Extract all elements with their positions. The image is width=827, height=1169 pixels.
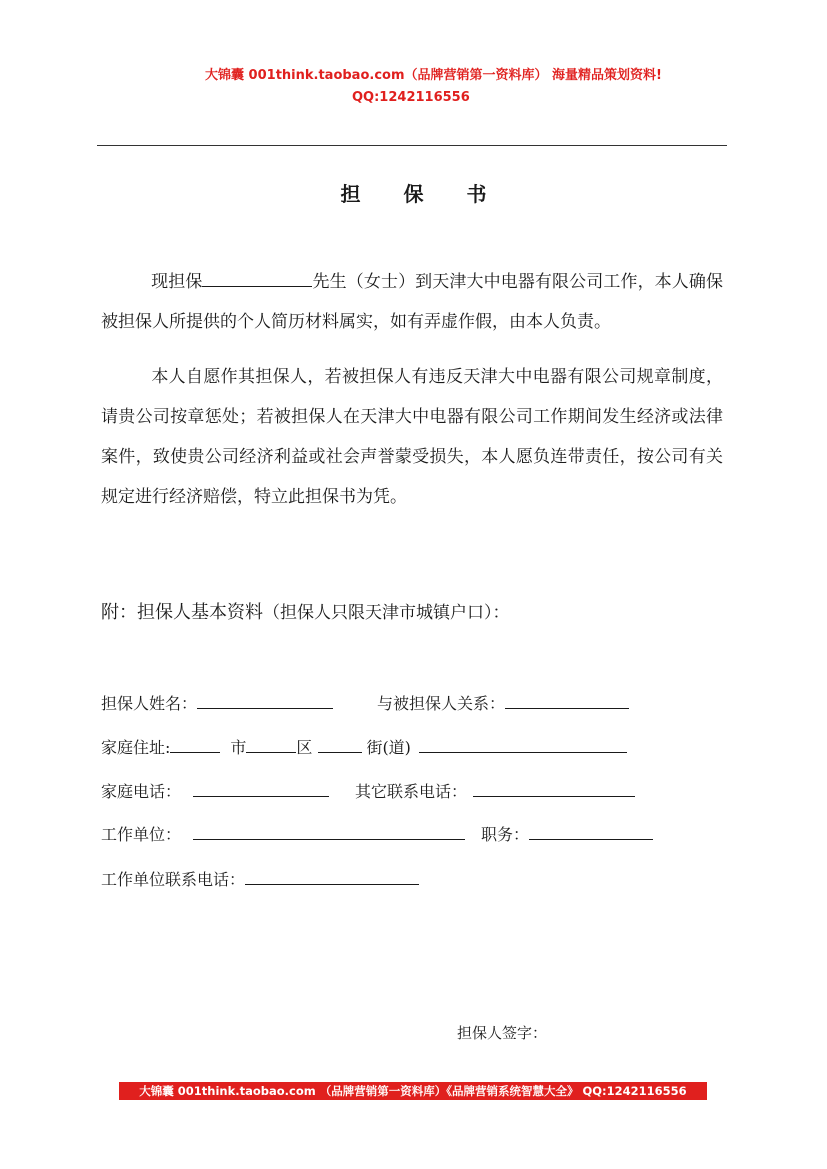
guarantor-name-label: 担保人姓名：: [101, 694, 198, 713]
position-field[interactable]: [529, 821, 653, 840]
guarantor-name-field[interactable]: [197, 690, 333, 709]
header-divider: [97, 145, 727, 146]
form-row-address: [101, 734, 627, 758]
guaranteed-person-blank[interactable]: [202, 270, 312, 287]
position-label: 职务：: [481, 825, 530, 844]
relation-field[interactable]: [505, 690, 629, 709]
address-street-field[interactable]: [318, 734, 362, 753]
home-phone-label: 家庭电话：: [101, 782, 182, 801]
street-label: 街(道): [366, 738, 411, 757]
form-row-phone: [101, 778, 635, 802]
work-phone-label: 工作单位联系电话：: [101, 870, 246, 889]
form-row-work-phone: [101, 866, 419, 890]
paragraph-guarantee: [101, 262, 723, 342]
other-phone-field[interactable]: [473, 778, 635, 797]
address-detail-field[interactable]: [419, 734, 627, 753]
work-phone-field[interactable]: [245, 866, 419, 885]
appendix-label: 附：担保人基本资料: [101, 602, 263, 623]
footer-promo-bar: 大锦囊 001think.taobao.com （品牌营销第一资料库）《品牌营销系统智慧大全》 QQ:1242116556: [119, 1082, 707, 1100]
header-promo-line: 大锦囊 001think.taobao.com（品牌营销第一资料库） 海量精品策划资料!: [205, 68, 662, 83]
form-row-name: [101, 690, 629, 714]
appendix-note: （担保人只限天津市城镇户口）：: [263, 603, 510, 623]
document-title: 担 保 书: [340, 182, 505, 206]
work-unit-label: 工作单位：: [101, 825, 182, 844]
home-phone-field[interactable]: [193, 778, 329, 797]
district-label: 区: [296, 738, 313, 757]
header-qq-line: QQ:1242116556: [352, 90, 470, 105]
appendix-heading: [101, 598, 510, 624]
paragraph-liability-text: 本人自愿作其担保人，若被担保人有违反天津大中电器有限公司规章制度，请贵公司按章惩处；若被担保人在天津大中电器有限公司工作期间发生经济或法律案件，致使贵公司经济利益或社会声誉蒙受损失，本人愿负连带责任，按公司有关规定进行经济赔偿，特立此担保书为凭。: [101, 367, 723, 507]
relation-label: 与被担保人关系：: [377, 694, 506, 713]
form-row-work: [101, 821, 653, 845]
signature-label: 担保人签字：: [457, 1024, 548, 1042]
paragraph-guarantee-lead: 现担保: [151, 272, 203, 292]
other-phone-label: 其它联系电话：: [355, 782, 468, 801]
address-city-field[interactable]: [170, 734, 220, 753]
work-unit-field[interactable]: [193, 821, 465, 840]
paragraph-liability: [101, 357, 723, 517]
paragraph-guarantee-body: 先生（女士）到天津大中电器有限公司工作，本人确保被担保人所提供的个人简历材料属实，如有弄虚作假，由本人负责。: [101, 272, 724, 332]
home-address-label: 家庭住址:: [101, 738, 171, 757]
address-district-field[interactable]: [246, 734, 296, 753]
city-label: 市: [230, 738, 247, 757]
